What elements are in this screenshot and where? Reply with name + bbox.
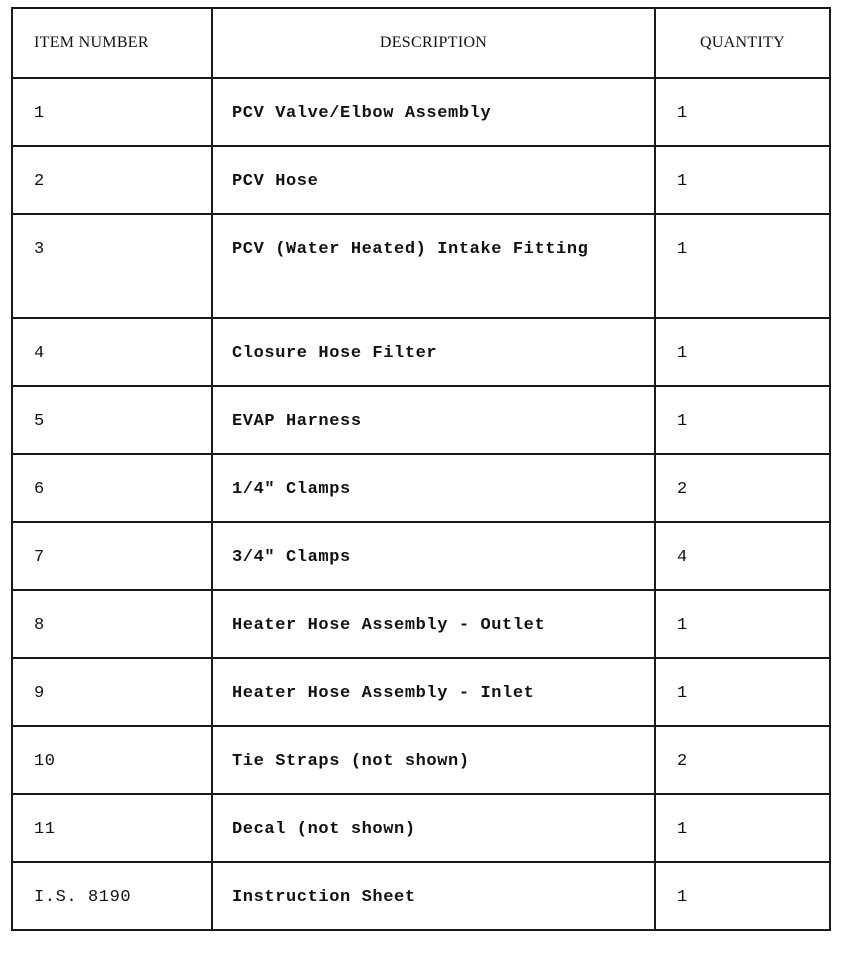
quantity-cell: 1 xyxy=(655,146,830,214)
description-cell: Tie Straps (not shown) xyxy=(212,726,655,794)
description-cell: 1/4" Clamps xyxy=(212,454,655,522)
quantity-cell: 4 xyxy=(655,522,830,590)
table-row xyxy=(12,318,830,386)
item-number-cell: 9 xyxy=(12,658,212,726)
item-number-cell: 6 xyxy=(12,454,212,522)
description-cell: PCV (Water Heated) Intake Fitting xyxy=(212,214,655,318)
quantity-cell: 1 xyxy=(655,318,830,386)
table-row xyxy=(12,214,830,318)
table-row xyxy=(12,658,830,726)
item-number-cell: 2 xyxy=(12,146,212,214)
quantity-cell: 1 xyxy=(655,862,830,930)
quantity-cell: 1 xyxy=(655,794,830,862)
quantity-cell: 1 xyxy=(655,590,830,658)
description-cell: Instruction Sheet xyxy=(212,862,655,930)
description-cell: Heater Hose Assembly - Inlet xyxy=(212,658,655,726)
parts-list-table xyxy=(11,7,831,931)
quantity-header: QUANTITY xyxy=(655,8,830,78)
table-header-row xyxy=(12,8,830,78)
table-row xyxy=(12,78,830,146)
quantity-cell: 2 xyxy=(655,454,830,522)
table-row xyxy=(12,522,830,590)
item-number-cell: 1 xyxy=(12,78,212,146)
table-row xyxy=(12,386,830,454)
description-cell: EVAP Harness xyxy=(212,386,655,454)
item-number-cell: 11 xyxy=(12,794,212,862)
item-number-cell: 7 xyxy=(12,522,212,590)
description-cell: Decal (not shown) xyxy=(212,794,655,862)
description-cell: Heater Hose Assembly - Outlet xyxy=(212,590,655,658)
item-number-cell: 10 xyxy=(12,726,212,794)
item-number-cell: I.S. 8190 xyxy=(12,862,212,930)
table-row xyxy=(12,726,830,794)
table-row xyxy=(12,590,830,658)
description-cell: 3/4" Clamps xyxy=(212,522,655,590)
item-number-header: ITEM NUMBER xyxy=(12,8,212,78)
item-number-cell: 4 xyxy=(12,318,212,386)
description-header: DESCRIPTION xyxy=(212,8,655,78)
item-number-cell: 8 xyxy=(12,590,212,658)
quantity-cell: 1 xyxy=(655,214,830,318)
quantity-cell: 1 xyxy=(655,78,830,146)
table-row xyxy=(12,146,830,214)
description-cell: PCV Valve/Elbow Assembly xyxy=(212,78,655,146)
item-number-cell: 5 xyxy=(12,386,212,454)
table-row xyxy=(12,454,830,522)
quantity-cell: 1 xyxy=(655,658,830,726)
quantity-cell: 2 xyxy=(655,726,830,794)
table-row xyxy=(12,862,830,930)
description-cell: Closure Hose Filter xyxy=(212,318,655,386)
item-number-cell: 3 xyxy=(12,214,212,318)
quantity-cell: 1 xyxy=(655,386,830,454)
table-row xyxy=(12,794,830,862)
description-cell: PCV Hose xyxy=(212,146,655,214)
